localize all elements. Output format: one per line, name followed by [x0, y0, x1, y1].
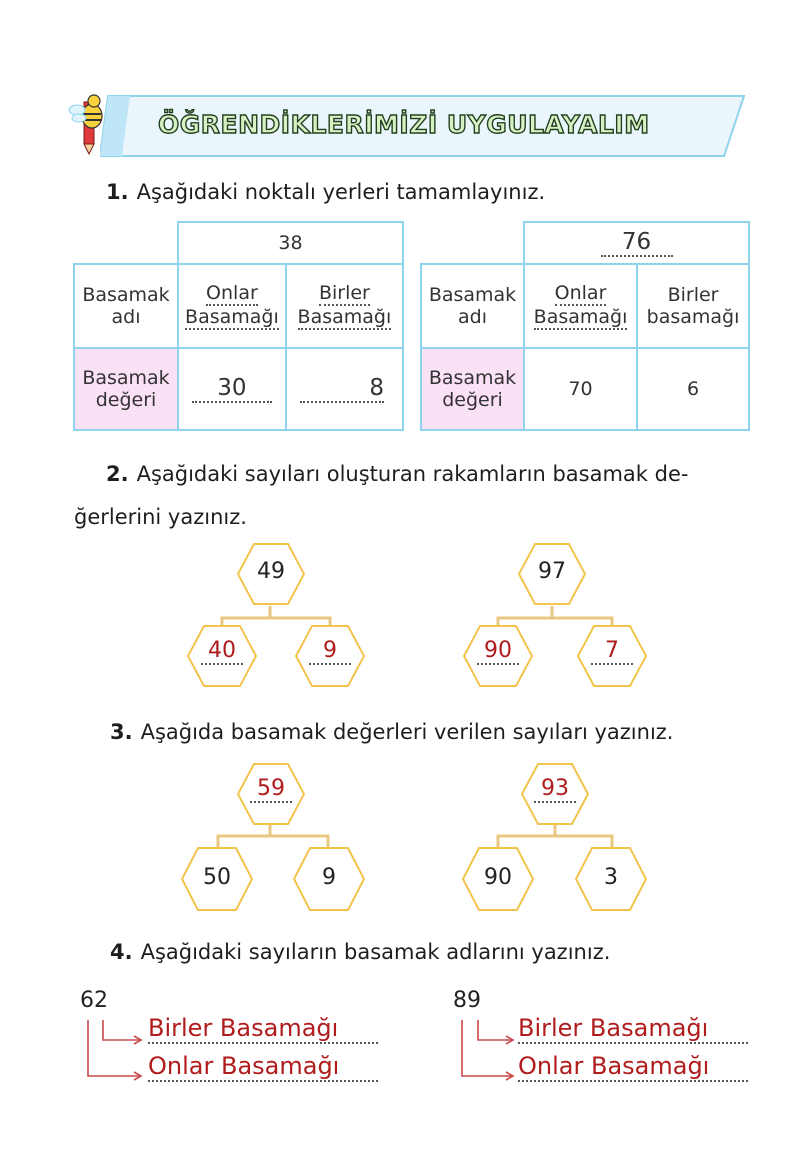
hexagon-ones-answer: 9	[294, 624, 366, 688]
question-number: 2.	[106, 462, 129, 486]
banner-title: ÖĞRENDİKLERİMİZİ UYGULAYALIM	[158, 110, 650, 139]
hexagon-ones: 3	[574, 846, 648, 912]
answer-cell: Onlar Basamağı	[178, 264, 286, 348]
answer-cell: 76	[524, 222, 749, 264]
question-text: Aşağıdaki sayıları oluşturan rakamların basamak de-	[136, 462, 689, 486]
row-label-name: Basamak adı	[74, 264, 178, 348]
row-label-name: Basamak adı	[421, 264, 524, 348]
q4-answer-ones: Birler Basamağı	[148, 1014, 378, 1044]
hexagon-ones: 9	[292, 846, 366, 912]
table-cell: 70	[524, 348, 637, 430]
q4-answer-ones: Birler Basamağı	[518, 1014, 748, 1044]
hexagon-tens-answer: 40	[186, 624, 258, 688]
answer-cell: 30	[178, 348, 286, 430]
answer-cell: 8	[286, 348, 403, 430]
q4-answer-tens: Onlar Basamağı	[148, 1052, 378, 1082]
hexagon-ones-answer: 7	[576, 624, 648, 688]
question-number: 4.	[110, 940, 133, 964]
answer-cell: Birler Basamağı	[286, 264, 403, 348]
question-text: Aşağıdaki noktalı yerleri tamamlayınız.	[136, 180, 546, 204]
question-number: 3.	[110, 720, 133, 744]
hexagon-number: 97	[517, 542, 587, 606]
answer-cell: Onlar Basamağı	[524, 264, 637, 348]
q4-answer-tens: Onlar Basamağı	[518, 1052, 748, 1082]
hexagon-number-answer: 93	[520, 762, 590, 826]
question-text: Aşağıda basamak değerleri verilen sayıları yazınız.	[140, 720, 674, 744]
table-number: 38	[178, 222, 403, 264]
table-cell: 6	[637, 348, 749, 430]
hexagon-tens: 90	[461, 846, 535, 912]
question-2-line2: ğerlerini yazınız.	[74, 505, 247, 529]
row-label-value: Basamak değeri	[74, 348, 178, 430]
hexagon-number-answer: 59	[236, 762, 306, 826]
q4-number: 89	[453, 988, 481, 1013]
hexagon-tens: 50	[180, 846, 254, 912]
q4-number: 62	[80, 988, 108, 1013]
row-label-value: Basamak değeri	[421, 348, 524, 430]
table-cell: Birler basamağı	[637, 264, 749, 348]
hexagon-tens-answer: 90	[462, 624, 534, 688]
hexagon-number: 49	[236, 542, 306, 606]
question-number: 1.	[106, 180, 129, 204]
question-text: Aşağıdaki sayıların basamak adlarını yazınız.	[140, 940, 611, 964]
